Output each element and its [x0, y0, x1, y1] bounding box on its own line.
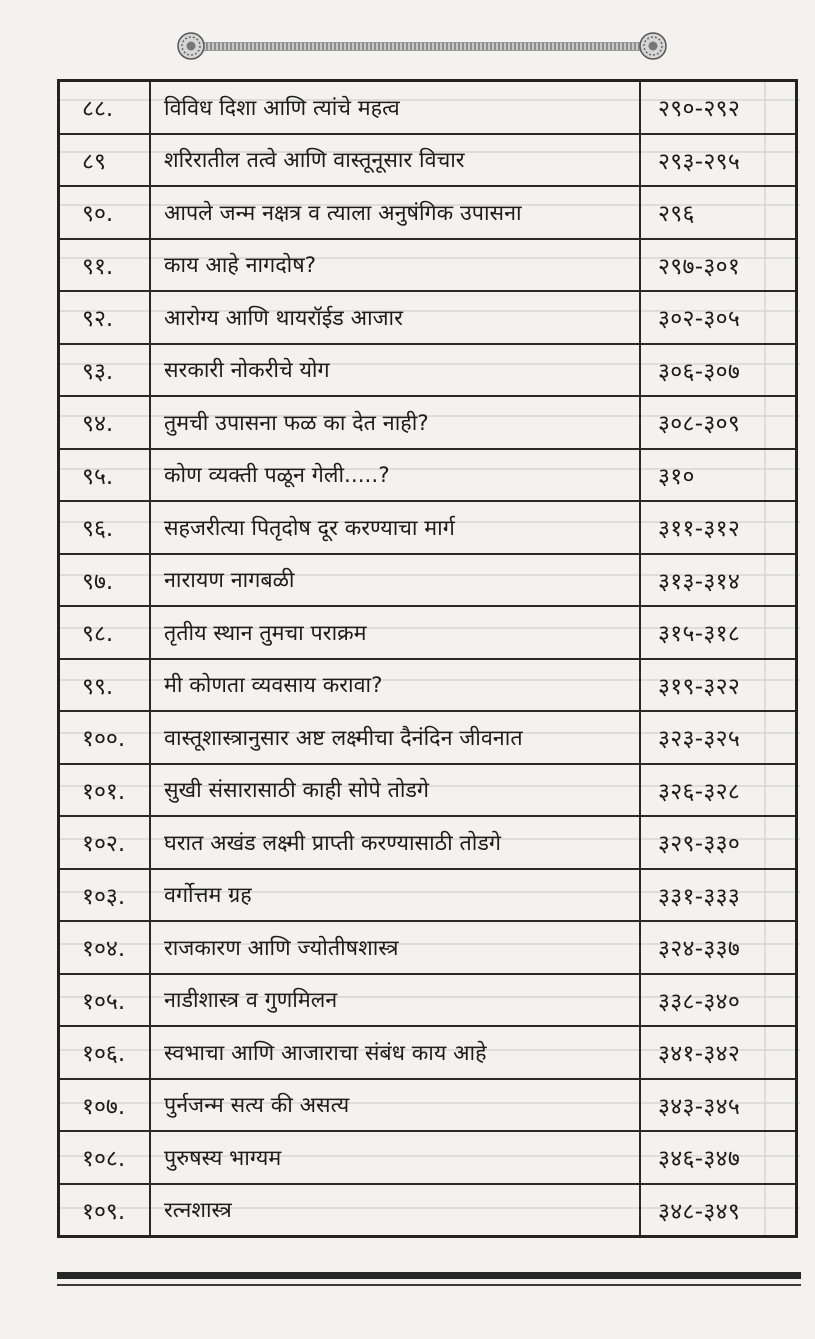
chapter-title: वास्तूशास्त्रानुसार अष्ट लक्ष्मीचा दैनंदिन जीवनात: [151, 712, 641, 763]
page-range: ३०६-३०७: [658, 358, 741, 385]
chapter-number: १०५.: [60, 975, 151, 1026]
page-range: ३४१-३४२: [658, 1041, 741, 1068]
toc-row: [60, 555, 795, 608]
toc-row: [60, 345, 795, 398]
chapter-number: ९३.: [60, 345, 151, 396]
toc-row: [60, 397, 795, 450]
chapter-title: तुमची उपासना फळ का देत नाही?: [151, 397, 641, 448]
toc-row: [60, 187, 795, 240]
chapter-title: नाडीशास्त्र व गुणमिलन: [151, 975, 641, 1026]
toc-row: [60, 870, 795, 923]
page-range: ३१३-३१४: [658, 568, 741, 595]
toc-row: [60, 660, 795, 713]
chapter-title: रत्नशास्त्र: [151, 1185, 641, 1236]
chapter-title: शरिरातील तत्वे आणि वास्तूनूसार विचार: [151, 135, 641, 186]
chapter-number: ९९.: [60, 660, 151, 711]
page-range: ३१०: [658, 463, 695, 490]
chapter-number: ९८.: [60, 607, 151, 658]
chapter-number: १०१.: [60, 765, 151, 816]
chapter-number: १०४.: [60, 922, 151, 973]
chapter-title: वर्गोत्तम ग्रह: [151, 870, 641, 921]
toc-row: [60, 607, 795, 660]
header-ornament: [176, 31, 668, 61]
page-range: ३४६-३४७: [658, 1146, 741, 1173]
toc-row: [60, 450, 795, 503]
rosette-icon: [176, 31, 206, 61]
chapter-number: ९२.: [60, 292, 151, 343]
page-range: ३२६-३२८: [658, 778, 741, 805]
toc-row: [60, 817, 795, 870]
page-range: २९३-२९५: [658, 148, 741, 175]
chapter-number: ९७.: [60, 555, 151, 606]
chapter-title: सहजरीत्या पितृदोष दूर करण्याचा मार्ग: [151, 502, 641, 553]
chapter-title: घरात अखंड लक्ष्मी प्राप्ती करण्यासाठी तोडगे: [151, 817, 641, 868]
chapter-number: ९०.: [60, 187, 151, 238]
table-of-contents: [57, 79, 798, 1238]
toc-row: [60, 712, 795, 765]
chapter-number: १००.: [60, 712, 151, 763]
footer-rule-thin: [57, 1284, 801, 1286]
page-range: २९६: [658, 201, 695, 228]
chapter-title: नारायण नागबळी: [151, 555, 641, 606]
toc-row: [60, 975, 795, 1028]
page-range: ३२३-३२५: [658, 726, 741, 753]
toc-row: [60, 240, 795, 293]
page-range: ३१५-३१८: [658, 621, 741, 648]
chapter-title: राजकारण आणि ज्योतीषशास्त्र: [151, 922, 641, 973]
chapter-title: आपले जन्म नक्षत्र व त्याला अनुषंगिक उपासना: [151, 187, 641, 238]
toc-row: [60, 292, 795, 345]
chapter-title: आरोग्य आणि थायरॉईड आजार: [151, 292, 641, 343]
ornament-rule: [202, 42, 642, 51]
page-range: ३११-३१२: [658, 516, 741, 543]
footer-rule-thick: [57, 1272, 801, 1279]
page-range: ३२४-३३७: [658, 936, 741, 963]
chapter-title: मी कोणता व्यवसाय करावा?: [151, 660, 641, 711]
chapter-number: ९६.: [60, 502, 151, 553]
page-range: ३२९-३३०: [658, 831, 741, 858]
page-range: ३१९-३२२: [658, 673, 741, 700]
toc-row: [60, 82, 795, 135]
chapter-title: स्वभाचा आणि आजाराचा संबंध काय आहे: [151, 1027, 641, 1078]
page-range: २९७-३०१: [658, 253, 741, 280]
toc-row: [60, 765, 795, 818]
chapter-number: ८८.: [60, 82, 151, 133]
chapter-number: ९१.: [60, 240, 151, 291]
toc-row: [60, 1185, 795, 1236]
page-range: ३०२-३०५: [658, 306, 741, 333]
page-range: ३३१-३३३: [658, 883, 741, 910]
chapter-number: १०६.: [60, 1027, 151, 1078]
chapter-title: कोण व्यक्ती पळून गेली.....?: [151, 450, 641, 501]
chapter-title: सरकारी नोकरीचे योग: [151, 345, 641, 396]
chapter-number: १०३.: [60, 870, 151, 921]
toc-row: [60, 1027, 795, 1080]
toc-row: [60, 1080, 795, 1133]
chapter-title: पुर्नजन्म सत्य की असत्य: [151, 1080, 641, 1131]
page-range: ३३८-३४०: [658, 988, 741, 1015]
chapter-number: १०२.: [60, 817, 151, 868]
chapter-title: विविध दिशा आणि त्यांचे महत्व: [151, 82, 641, 133]
chapter-number: ८९: [60, 135, 151, 186]
toc-row: [60, 502, 795, 555]
chapter-number: ९५.: [60, 450, 151, 501]
chapter-number: १०९.: [60, 1185, 151, 1236]
toc-row: [60, 922, 795, 975]
chapter-number: १०८.: [60, 1132, 151, 1183]
page-range: ३४३-३४५: [658, 1093, 741, 1120]
chapter-title: सुखी संसारासाठी काही सोपे तोडगे: [151, 765, 641, 816]
page-range: ३०८-३०९: [658, 411, 741, 438]
rosette-icon: [638, 31, 668, 61]
page-range: ३४८-३४९: [658, 1198, 741, 1225]
chapter-title: काय आहे नागदोष?: [151, 240, 641, 291]
chapter-number: १०७.: [60, 1080, 151, 1131]
page-range: २९०-२९२: [658, 96, 741, 123]
toc-row: [60, 1132, 795, 1185]
chapter-title: पुरुषस्य भाग्यम: [151, 1132, 641, 1183]
chapter-number: ९४.: [60, 397, 151, 448]
toc-row: [60, 135, 795, 188]
chapter-title: तृतीय स्थान तुमचा पराक्रम: [151, 607, 641, 658]
